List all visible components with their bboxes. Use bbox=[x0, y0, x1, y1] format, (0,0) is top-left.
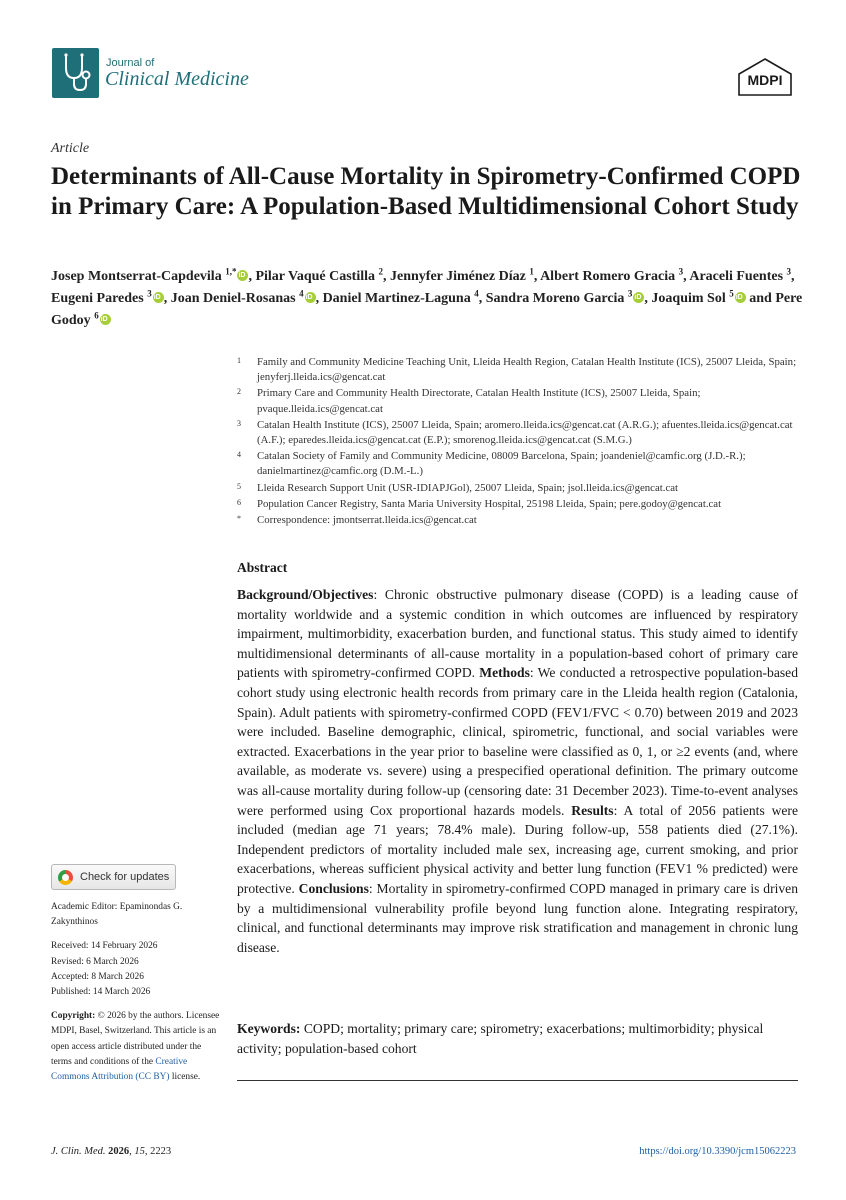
copyright-text: © 2026 by the authors. Licensee MDPI, Basel, Switzerland. This article is an open access article distributed under the terms and conditions of the bbox=[51, 1011, 220, 1067]
background-label: Background/Objectives bbox=[237, 587, 374, 602]
journal-name: Clinical Medicine bbox=[105, 68, 249, 90]
author-affiliation-mark: 4 bbox=[474, 288, 479, 299]
affiliation-item bbox=[237, 386, 807, 416]
accepted-date: Accepted: 8 March 2026 bbox=[51, 971, 144, 982]
results-text: : A total of 2056 patients were included (median age 71 years; 78.4% male). During follow-up, 558 patients died (27.1%). Independent predictors of mortality included male sex, increasing age, current smoking, and prior exacerbations, whereas sufficient physical activity and better lung function (FEV1 % predicted) were protective. bbox=[237, 802, 798, 896]
affiliation-text: Primary Care and Community Health Directorate, Catalan Health Institute (ICS), 25007 Lleida, Spain; pvaque.lleida.ics@gencat.cat bbox=[257, 387, 701, 415]
affiliation-text: Family and Community Medicine Teaching Unit, Lleida Health Region, Catalan Health Institute (ICS), 25007 Lleida, Spain; jenyferj.lleida.ics@gencat.cat bbox=[257, 356, 797, 384]
affiliation-text: Lleida Research Support Unit (USR-IDIAPJGol), 25007 Lleida, Spain; jsol.lleida.ics@gencat.cat bbox=[257, 481, 679, 494]
keywords-divider bbox=[237, 1080, 798, 1081]
orcid-icon[interactable] bbox=[735, 292, 746, 303]
affiliation-number: 2 bbox=[237, 387, 241, 397]
conclusions-text: : Mortality in spirometry-confirmed COPD managed in primary care is driven by a multidimensional vulnerability profile beyond lung function alone. Integrating respiratory, clinical, and functional determinants may improve risk stratification and management in chronic lung disease. bbox=[237, 880, 798, 955]
affiliation-number: 6 bbox=[237, 497, 241, 507]
conclusions-label: Conclusions bbox=[298, 880, 369, 896]
affiliation-number: 3 bbox=[237, 418, 241, 428]
author-name: Jennyfer Jiménez Díaz bbox=[390, 269, 526, 284]
author-affiliation-mark: 5 bbox=[729, 288, 734, 299]
author-affiliation-mark: 4 bbox=[299, 288, 304, 299]
affiliation-item bbox=[237, 513, 807, 528]
license-suffix: license. bbox=[171, 1072, 201, 1083]
abstract-body bbox=[237, 585, 798, 957]
keywords-label: Keywords: bbox=[237, 1021, 301, 1036]
methods-label: Methods bbox=[479, 665, 530, 681]
license-link[interactable]: Creative Commons Attribution (CC BY) bbox=[51, 1056, 188, 1083]
journal-of-label: Journal of bbox=[106, 57, 155, 69]
footer-volume: 15 bbox=[134, 1146, 145, 1157]
journal-logo bbox=[52, 48, 99, 98]
published-date: Published: 14 March 2026 bbox=[51, 987, 151, 998]
author-name: Joaquim Sol bbox=[651, 291, 726, 306]
orcid-icon[interactable] bbox=[305, 292, 316, 303]
copyright-label: Copyright: bbox=[51, 1011, 96, 1022]
mdpi-logo bbox=[735, 57, 795, 97]
affiliation-number: 5 bbox=[237, 481, 241, 491]
keywords bbox=[237, 1019, 798, 1058]
orcid-icon[interactable] bbox=[633, 292, 644, 303]
footer-year: 2026 bbox=[108, 1146, 130, 1157]
keywords-text: COPD; mortality; primary care; spirometry; exacerbations; multimorbidity; physical activity; population-based cohort bbox=[237, 1021, 764, 1056]
article-title: Determinants of All-Cause Mortality in Spirometry-Confirmed COPD in Primary Care: A Population-Based Multidimensional Cohort Study bbox=[51, 163, 801, 220]
stethoscope-icon bbox=[52, 48, 99, 98]
author-name: Josep Montserrat-Capdevila bbox=[51, 269, 222, 284]
author-affiliation-mark: 3 bbox=[147, 288, 152, 299]
authors-and: and bbox=[749, 291, 772, 306]
methods-text: : We conducted a retrospective population-based cohort study using electronic health records from primary care in the Lleida health region (Catalonia, Spain). Adult patients with spirometry-confirmed COPD (FEV1/FVC < 0.70) between 2019 and 2023 were included. Baseline demographic, clinical, spirometric, functional, and social variables were extracted. Exacerbations in the year prior to baseline were classified as 0, 1, or ≥2 events (and, where available, as moderate vs. severe) using a prespecified operational definition. The primary outcome was all-cause mortality during follow-up (censoring date: 31 December 2023). Time-to-event analyses were performed using Cox proportional hazards models. bbox=[237, 665, 798, 818]
check-updates-icon bbox=[58, 870, 73, 885]
author-name: Joan Deniel-Rosanas bbox=[170, 291, 296, 306]
author-affiliation-mark: 3 bbox=[786, 266, 792, 277]
footer-article-no: 2223 bbox=[150, 1146, 172, 1157]
author-name: Pilar Vaqué Castilla bbox=[255, 269, 375, 284]
received-date: Received: 14 February 2026 bbox=[51, 941, 158, 952]
affiliation-text: Catalan Health Institute (ICS), 25007 Lleida, Spain; aromero.lleida.ics@gencat.cat (A.R.G.); afuentes.lleida.ics@gencat.cat (A.F.); eparedes.lleida.ics@gencat.cat (E.P.); smorenog.lleida.ics@gencat.cat (S.M.G.) bbox=[257, 418, 793, 447]
author-name: Araceli Fuentes bbox=[689, 269, 784, 284]
orcid-icon[interactable] bbox=[100, 314, 111, 325]
author-affiliation-mark: 2 bbox=[378, 266, 383, 277]
author-affiliation-mark: 3 bbox=[627, 288, 633, 299]
doi-link[interactable]: https://doi.org/10.3390/jcm15062223 bbox=[639, 1146, 796, 1157]
affiliation-item bbox=[237, 355, 807, 385]
orcid-icon[interactable] bbox=[153, 292, 164, 303]
publisher-name: MDPI bbox=[747, 72, 783, 88]
check-for-updates-button[interactable] bbox=[51, 864, 176, 890]
affiliation-item bbox=[237, 418, 807, 448]
affiliation-number: 4 bbox=[237, 450, 241, 460]
affiliation-number: 1 bbox=[237, 356, 241, 365]
author-affiliation-mark: 3 bbox=[678, 266, 684, 277]
author-affiliation-mark: 1 bbox=[529, 266, 534, 277]
orcid-icon[interactable] bbox=[237, 270, 248, 281]
affiliation-text: Catalan Society of Family and Community Medicine, 08009 Barcelona, Spain; joandeniel@camfic.org (J.D.-R.); danielmartinez@camfic.org (D.M.-L.) bbox=[257, 450, 746, 478]
author-affiliation-mark: 6 bbox=[94, 310, 99, 321]
affiliation-item bbox=[237, 497, 807, 512]
author-name: Sandra Moreno Garcia bbox=[485, 291, 625, 306]
affiliation-text: Correspondence: jmontserrat.lleida.ics@gencat.cat bbox=[257, 514, 477, 527]
author-list: Josep Montserrat-Capdevila $^{1,*}$iD , Pilar Vaqué Castilla $^2$, Jennyfer Jiménez Díaz $^1$, Albert Romero Gracia $^3$, Araceli Fuentes $^3$, Eugeni Paredes $^3$iD , Joan Deniel-Rosanas $^4$iD , Daniel Martinez-Laguna $^4$, Sandra Moreno Garcia $^3$iD , Joaquim Sol $^5$iD and Pere Godoy $^6$iD bbox=[51, 266, 811, 332]
affiliation-item bbox=[237, 449, 807, 479]
article-type: Article bbox=[51, 141, 90, 156]
journal-abbrev: J. Clin. Med. bbox=[51, 1146, 106, 1157]
author-name: Eugeni Paredes bbox=[51, 291, 144, 306]
revised-date: Revised: 6 March 2026 bbox=[51, 956, 139, 967]
background-text: : Chronic obstructive pulmonary disease (COPD) is a leading cause of mortality worldwide and a systemic condition in which outcomes are influenced by respiratory impairment, multimorbidity, exacerbation burden, and functional status. This study aimed to identify multidimensional determinants of all-cause mortality in a population-based cohort of primary care patients with spirometry-confirmed COPD. bbox=[237, 587, 798, 681]
article-info-sidebar bbox=[51, 900, 221, 1085]
abstract-heading: Abstract bbox=[237, 560, 288, 575]
author-name: Daniel Martinez-Laguna bbox=[322, 291, 471, 306]
results-label: Results bbox=[571, 802, 614, 818]
academic-editor: Academic Editor: Epaminondas G. Zakynthinos bbox=[51, 902, 183, 928]
author-name: Albert Romero Gracia bbox=[540, 269, 676, 284]
check-updates-label: Check for updates bbox=[80, 871, 170, 883]
author-name: Pere Godoy bbox=[51, 291, 803, 328]
author-affiliation-mark: 1,* bbox=[225, 266, 237, 277]
copyright-notice bbox=[51, 1009, 221, 1085]
citation-footer: J. Clin. Med. 2026, 15, 2223 bbox=[51, 1146, 172, 1157]
affiliation-item bbox=[237, 481, 807, 496]
affiliation-number: * bbox=[237, 514, 241, 524]
affiliation-list bbox=[237, 355, 807, 529]
affiliation-text: Population Cancer Registry, Santa Maria University Hospital, 25198 Lleida, Spain; pere.godoy@gencat.cat bbox=[257, 497, 722, 510]
